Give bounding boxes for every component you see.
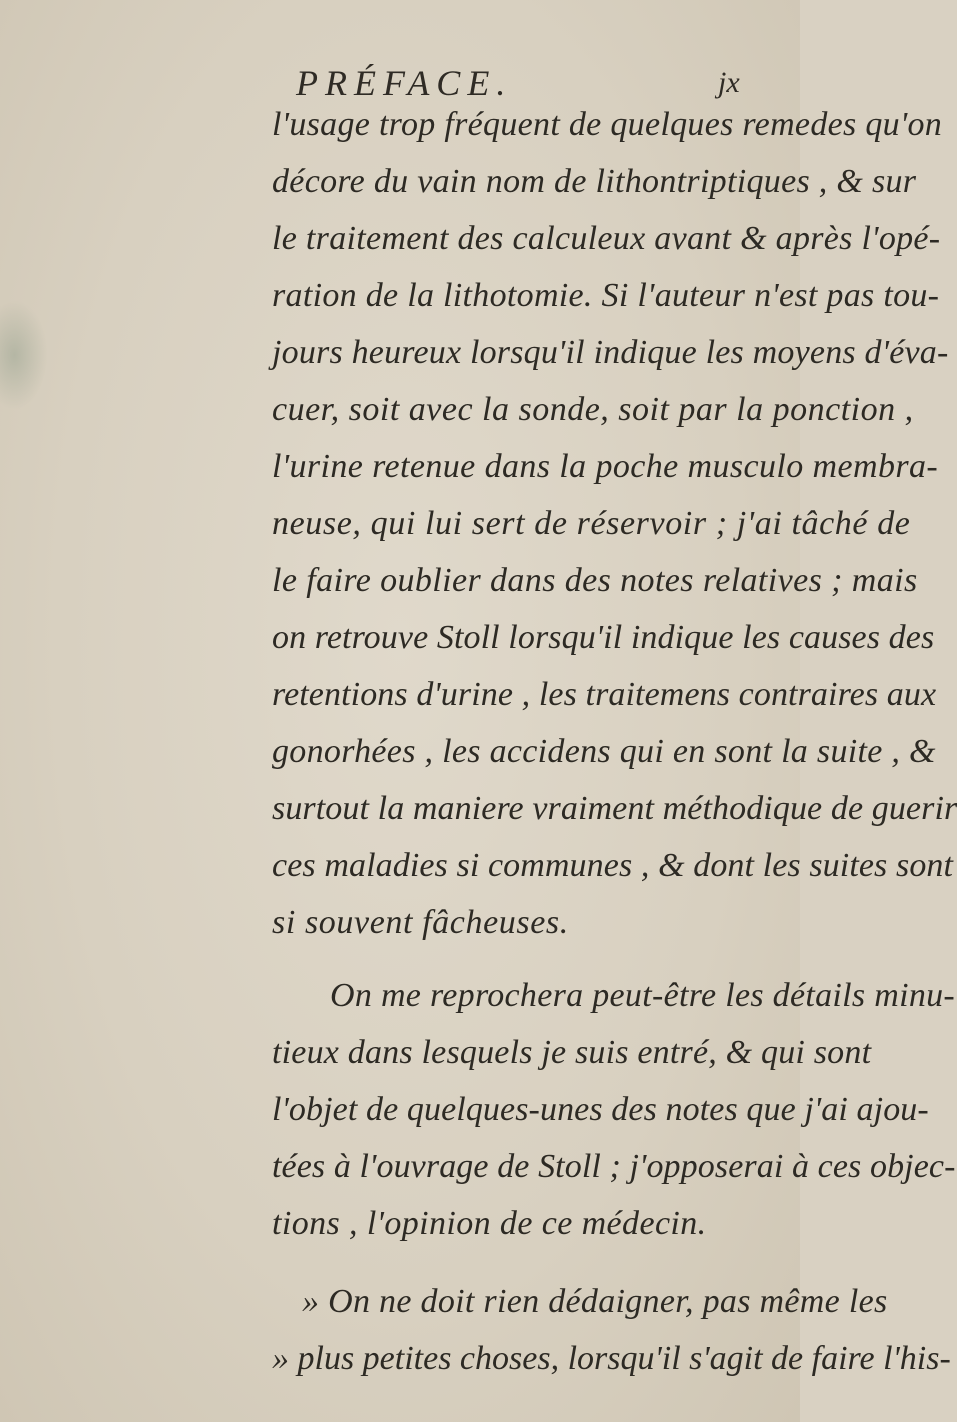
text-line: jours heureux lorsqu'il indique les moyens d'éva- xyxy=(272,334,949,371)
text-line: tées à l'ouvrage de Stoll ; j'opposerai à ces objec- xyxy=(272,1148,956,1185)
text-line: tions , l'opinion de ce médecin. xyxy=(272,1205,707,1242)
text-line xyxy=(272,1340,951,1378)
page-stain xyxy=(0,300,48,410)
text-line: » On ne doit rien dédaigner, pas même les xyxy=(302,1283,888,1320)
text-line: neuse, qui lui sert de réservoir ; j'ai tâché de xyxy=(272,505,911,542)
text-line: ration de la lithotomie. Si l'auteur n'est pas tou- xyxy=(272,277,940,314)
text-line: cuer, soit avec la sonde, soit par la ponction , xyxy=(272,391,914,428)
text-line: tieux dans lesquels je suis entré, & qui sont xyxy=(272,1034,872,1071)
page-header xyxy=(0,62,800,112)
quote-mark: » xyxy=(272,1340,289,1377)
text-line: gonorhées , les accidens qui en sont la suite , & xyxy=(272,733,936,770)
text-line: ces maladies si communes , & dont les suites sont xyxy=(272,847,954,884)
text-line-content: plus petites choses, lorsqu'il s'agit de faire l'his- xyxy=(297,1340,951,1377)
page-number: jx xyxy=(718,66,740,99)
text-line: l'objet de quelques-unes des notes que j'ai ajou- xyxy=(272,1091,929,1128)
text-line: On me reprochera peut-être les détails minu- xyxy=(330,977,956,1014)
text-line: décore du vain nom de lithontriptiques , & sur xyxy=(272,163,917,200)
text-line: l'urine retenue dans la poche musculo membra- xyxy=(272,448,939,485)
text-line: le faire oublier dans des notes relatives ; mais xyxy=(272,562,918,599)
text-line: retentions d'urine , les traitemens contraires aux xyxy=(272,676,937,713)
text-line: surtout la maniere vraiment méthodique de guerir xyxy=(272,790,957,827)
text-line: si souvent fâcheuses. xyxy=(272,904,569,941)
text-line: on retrouve Stoll lorsqu'il indique les causes des xyxy=(272,619,935,656)
running-title: PRÉFACE. xyxy=(296,63,513,103)
text-line: l'usage trop fréquent de quelques remedes qu'on xyxy=(272,106,943,143)
text-line: le traitement des calculeux avant & après l'opé- xyxy=(272,220,941,257)
